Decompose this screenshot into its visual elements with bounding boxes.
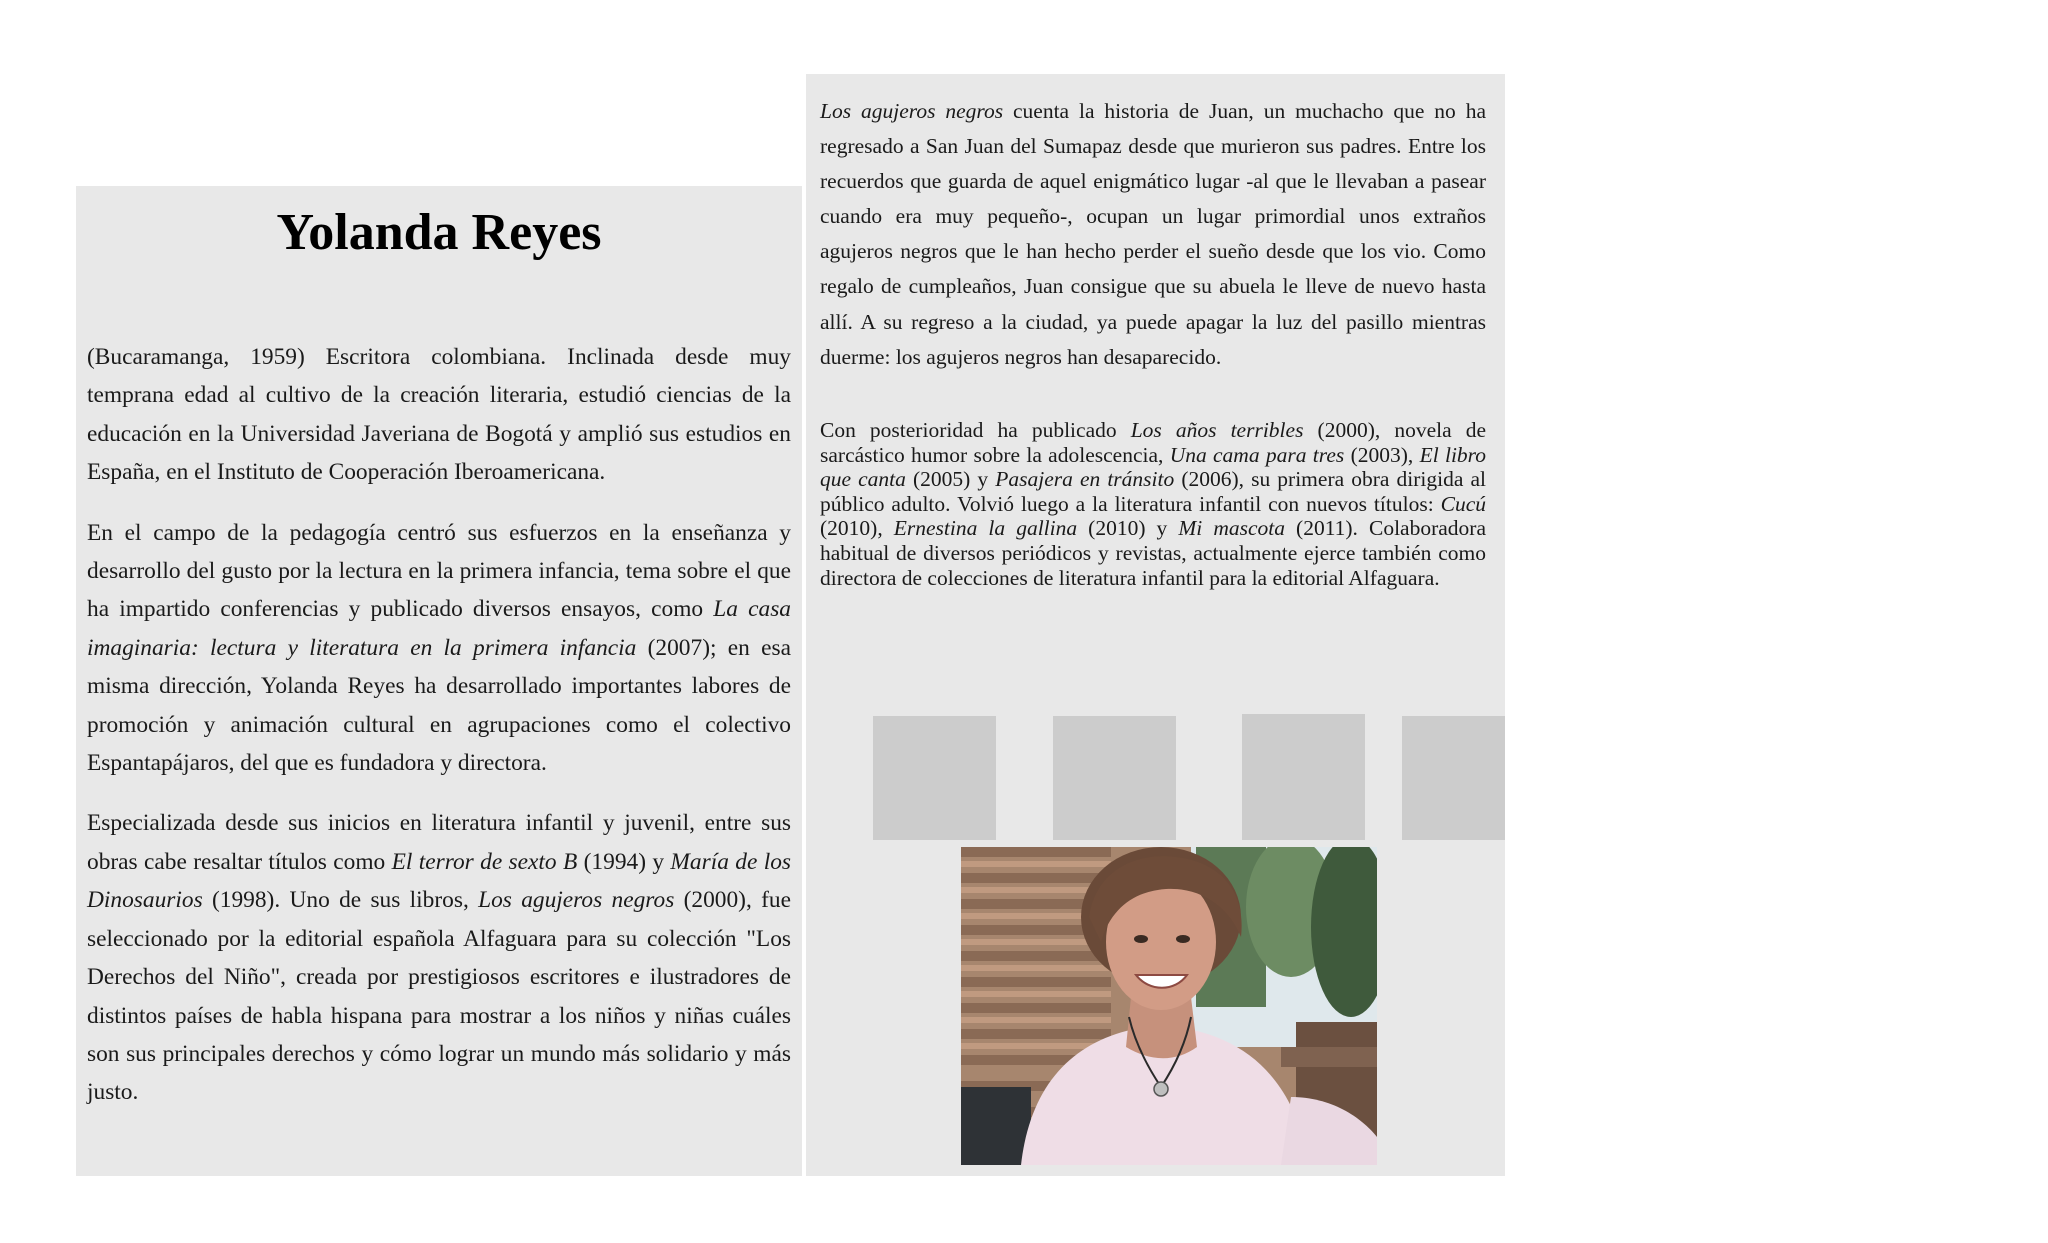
- book-title: Ernestina la gallina: [893, 516, 1078, 541]
- text-run: Especializada desde sus inicios en literatura infantil y juvenil, entre sus obras cabe resaltar títulos como: [87, 810, 791, 875]
- synopsis-text: [820, 94, 1486, 375]
- book-title: Mi mascota: [1178, 516, 1285, 541]
- text-run: (2006), su primera obra dirigida al público adulto. Volvió luego a la literatura infantil con nuevos títulos:: [820, 467, 1486, 516]
- biography-paragraph-1: (Bucaramanga, 1959) Escritora colombiana. Inclinada desde muy temprana edad al cultivo de la creación literaria, estudió ciencias de la educación en la Universidad Javeriana de Bogotá y amplió sus estudios en España, en el Instituto de Cooperación Iberoamericana.: [87, 344, 791, 486]
- text-run: Con posterioridad ha publicado: [820, 418, 1131, 442]
- text-run: En el campo de la pedagogía centró sus esfuerzos en la enseñanza y desarrollo del gusto por la lectura en la primera infancia, tema sobre el que ha impartido conferencias y publicado diversos ensayos, como: [87, 519, 791, 623]
- text-run: (2003),: [1344, 442, 1420, 467]
- text-run: (2000), fue seleccionado por la editorial española Alfaguara para su colección "Los Derechos del Niño", creada por prestigiosos escritores e ilustradores de distintos países de habla hispana para mostrar a los niños y niñas cuáles son sus principales derechos y cómo lograr un mundo más solidario y más justo.: [87, 887, 791, 1106]
- book-title: Los años terribles: [1130, 418, 1304, 442]
- book-title: Pasajera en tránsito: [995, 467, 1175, 492]
- biography-paragraph-3: [87, 804, 791, 1111]
- text-run: (2005) y: [905, 467, 996, 492]
- text-run: (2000), novela de sarcástico humor sobre la adolescencia,: [820, 418, 1487, 467]
- text-run: (2010) y: [1077, 516, 1179, 541]
- text-run: (2007); en esa misma dirección, Yolanda Reyes ha desarrollado importantes labores de promoción y animación cultural en agrupaciones como el colectivo Espantapájaros, del que es fundadora y directora.: [87, 634, 791, 777]
- book-title: El terror de sexto B: [391, 848, 578, 875]
- book-title: El libro que canta: [820, 442, 1486, 492]
- book-title: Cucú: [1440, 491, 1486, 516]
- book-title: María de los Dinosaurios: [87, 848, 791, 914]
- works-text: [820, 418, 1486, 590]
- thumbnail-1[interactable]: [873, 716, 996, 840]
- works-paragraph: [820, 418, 1486, 590]
- text-run: cuenta la historia de Juan, un muchacho que no ha regresado a San Juan del Sumapaz desde que murieron sus padres. Entre los recuerdos que guarda de aquel enigmático lugar -al que le llevaban a pasear cuando era muy pequeño-, ocupan un lugar primordial unos extraños agujeros negros que le han hecho perder el sueño desde que los vio. Como regalo de cumpleaños, Juan consigue que su abuela le lleve de nuevo hasta allí. A su regreso a la ciudad, ya puede apagar la luz del pasillo mientras duerme: los agujeros negros han desaparecido.: [820, 99, 1486, 369]
- thumbnail-4[interactable]: [1402, 716, 1505, 840]
- biography-paragraph-2: [87, 514, 791, 783]
- thumbnail-3[interactable]: [1242, 714, 1365, 840]
- author-portrait-photo: [961, 847, 1377, 1165]
- biography-panel: [76, 186, 802, 1176]
- book-title: Los agujeros negros: [478, 887, 675, 914]
- text-run: (1994) y: [577, 848, 671, 875]
- text-run: (1998). Uno de sus libros,: [202, 887, 479, 914]
- thumbnail-2[interactable]: [1053, 716, 1176, 840]
- works-panel: [806, 74, 1505, 1176]
- book-title: La casa imaginaria: lectura y literatura en la primera infancia: [87, 596, 791, 661]
- synopsis-paragraph: [820, 94, 1486, 375]
- biography-text: [87, 338, 791, 1134]
- book-title: Una cama para tres: [1169, 442, 1345, 467]
- text-run: (2011). Colaboradora habitual de diversos periódicos y revistas, actualmente ejerce también como directora de colecciones de literatura infantil para la editorial Alfaguara.: [820, 516, 1487, 590]
- text-run: (2010),: [820, 516, 894, 541]
- page-title: Yolanda Reyes: [276, 204, 602, 261]
- book-title: Los agujeros negros: [820, 99, 1004, 123]
